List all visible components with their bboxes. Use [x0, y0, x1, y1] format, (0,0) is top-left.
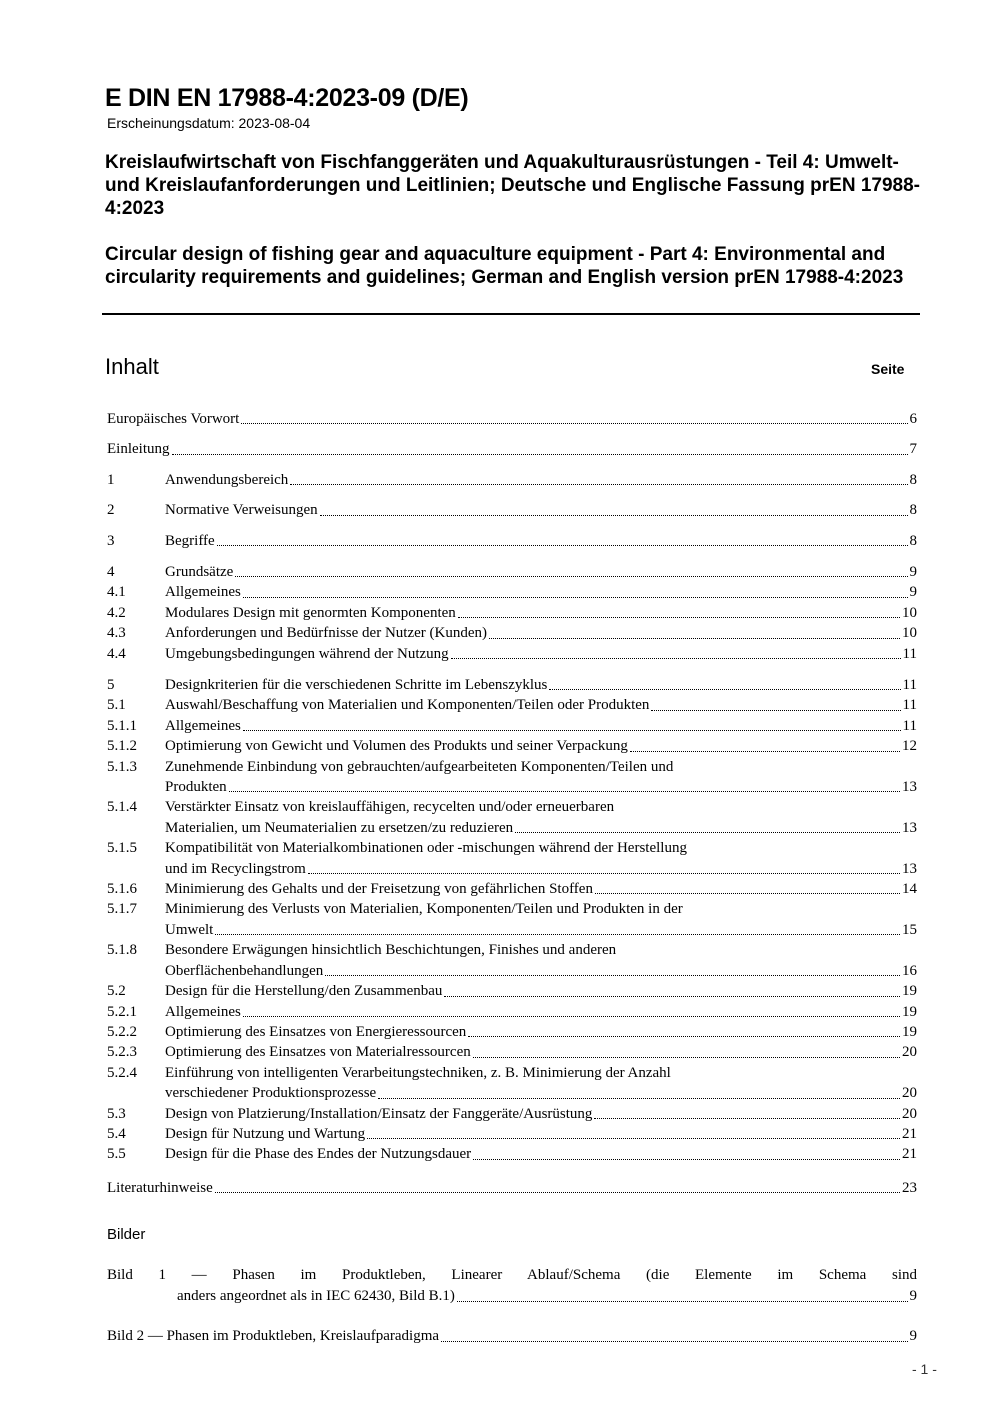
toc-entry-5-2-3[interactable] — [107, 1042, 917, 1062]
toc-entry-title-line: Zunehmende Einbindung von gebrauchten/aufgearbeiteten Komponenten/Teilen und — [165, 758, 674, 775]
toc-entry-5-2[interactable] — [107, 981, 917, 1001]
toc-entry-number: 5.1.1 — [107, 717, 137, 734]
toc-entry-title: Anforderungen und Bedürfnisse der Nutzer (Kunden) — [165, 625, 487, 642]
toc-leader-dots — [325, 975, 900, 976]
toc-entry-number: 4.4 — [107, 645, 126, 662]
toc-entry-page: 19 — [902, 1023, 917, 1040]
toc-entry-title: Grundsätze — [165, 564, 234, 580]
toc-leader-dots — [489, 638, 900, 639]
toc-entry-page: 14 — [902, 881, 917, 898]
toc-entry-page: 20 — [902, 1044, 917, 1061]
toc-entry-number: 5.1 — [107, 697, 126, 714]
toc-entry-title: Umwelt — [165, 921, 214, 938]
toc-entry-number: 5.3 — [107, 1105, 126, 1122]
toc-entry-title-line: Minimierung des Verlusts von Materialien, Komponenten/Teilen und Produkten in der — [165, 901, 683, 918]
toc-entry-page: 19 — [902, 1003, 917, 1020]
toc-entry-page: 7 — [909, 441, 917, 458]
toc-leader-dots — [229, 791, 900, 792]
toc-entry-4-3[interactable] — [107, 623, 917, 643]
figure-entry-1[interactable] — [107, 1265, 917, 1307]
toc-entry-page: 13 — [902, 779, 917, 796]
toc-entry-vorwort[interactable] — [107, 409, 917, 429]
toc-leader-dots — [215, 1192, 900, 1193]
figure-page: 9 — [909, 1288, 917, 1304]
toc-entry-title: Optimierung des Einsatzes von Energieressourcen — [165, 1023, 467, 1040]
toc-entry-title: Normative Verweisungen — [165, 502, 318, 519]
toc-entry-number: 5.5 — [107, 1146, 126, 1163]
toc-leader-dots — [290, 484, 907, 485]
toc-entry-title: Allgemeines — [165, 584, 241, 601]
title-english: Circular design of fishing gear and aquaculture equipment - Part 4: Environmental and circularity requirements and guidelines; German and English version prEN 17988-4:2023 — [105, 244, 904, 288]
toc-leader-dots — [243, 730, 901, 731]
toc-leader-dots — [473, 1159, 900, 1160]
toc-leader-dots — [367, 1138, 900, 1139]
toc-leader-dots — [457, 1301, 908, 1302]
toc-entry-title: Allgemeines — [165, 1003, 241, 1020]
toc-entry-page: 21 — [902, 1125, 917, 1142]
toc-entry-5-1-1[interactable] — [107, 716, 917, 736]
toc-entry-5-1-6[interactable] — [107, 879, 917, 899]
toc-leader-dots — [594, 1118, 900, 1119]
toc-entry-title: Materialien, um Neumaterialien zu ersetzen/zu reduzieren — [165, 819, 514, 836]
toc-leader-dots — [549, 689, 900, 690]
toc-entry-title: Einleitung — [107, 441, 170, 458]
toc-entry-title: Umgebungsbedingungen während der Nutzung — [165, 645, 449, 662]
toc-leader-dots — [444, 996, 900, 997]
toc-entry-title-line: Einführung von intelligenten Verarbeitungstechniken, z. B. Minimierung der Anzahl — [165, 1064, 671, 1081]
toc-entry-number: 5.1.3 — [107, 758, 137, 775]
toc-entry-page: 10 — [902, 625, 917, 642]
toc-entry-einleitung[interactable] — [107, 439, 917, 459]
toc-entry-4-1[interactable] — [107, 582, 917, 602]
toc-leader-dots — [320, 515, 908, 516]
toc-entry-title: Modulares Design mit genormten Komponenten — [165, 604, 456, 621]
toc-entry-5-1[interactable] — [107, 695, 917, 715]
toc-heading: Inhalt — [105, 354, 159, 379]
toc-entry-page: 19 — [902, 983, 917, 1000]
toc-entry-number: 4.3 — [107, 625, 126, 642]
toc-entry-3[interactable] — [107, 531, 917, 551]
toc-leader-dots — [630, 751, 900, 752]
toc-entry-title: Design für Nutzung und Wartung — [165, 1125, 366, 1142]
toc-entry-page: 16 — [902, 962, 917, 979]
toc-entry-title: Minimierung des Gehalts und der Freisetzung von gefährlichen Stoffen — [165, 881, 593, 898]
toc-entry-1[interactable] — [107, 470, 917, 490]
toc-entry-page: 8 — [909, 532, 917, 549]
figure-page: 9 — [909, 1328, 917, 1344]
toc-entry-page: 15 — [902, 921, 917, 938]
toc-entry-number: 5.1.6 — [107, 881, 137, 898]
toc-entry-number: 5.4 — [107, 1125, 126, 1142]
toc-group-section-5 — [107, 675, 917, 1165]
toc-leader-dots — [473, 1057, 900, 1058]
toc-entry-number: 3 — [107, 532, 115, 549]
figure-caption-line: Bild 1 — Phasen im Produktleben, Linearer Ablauf/Schema (die Elemente im Schema sind — [107, 1267, 917, 1283]
toc-leader-dots — [468, 1036, 900, 1037]
toc-entry-page: 20 — [902, 1085, 917, 1102]
toc-entry-number: 4.1 — [107, 584, 126, 601]
toc-entry-number: 5.1.5 — [107, 840, 137, 857]
title-german: Kreislaufwirtschaft von Fischfanggeräten und Aquakulturausrüstungen - Teil 4: Umwelt- und Kreislaufanforderungen und Leitlinien; Deutsche und Englische Fassung prEN 17988-4:2023 — [105, 152, 921, 219]
toc-entry-number: 4 — [107, 564, 115, 580]
publication-date: Erscheinungsdatum: 2023-08-04 — [107, 115, 311, 131]
toc-entry-title-line: Besondere Erwägungen hinsichtlich Beschichtungen, Finishes und anderen — [165, 942, 617, 959]
toc-leader-dots — [451, 658, 901, 659]
toc-entry-number: 1 — [107, 471, 115, 488]
toc-entry-title: Design für die Herstellung/den Zusammenbau — [165, 983, 443, 1000]
title-divider — [102, 313, 920, 315]
toc-entry-4[interactable] — [107, 562, 917, 582]
toc-entry-page: 13 — [902, 860, 917, 877]
toc-leader-dots — [217, 545, 908, 546]
toc-entry-number: 5.1.7 — [107, 901, 137, 918]
toc-entry-title: Design für die Phase des Endes der Nutzungsdauer — [165, 1146, 472, 1163]
toc-entry-page: 9 — [909, 564, 917, 580]
toc-entry-page: 23 — [902, 1180, 917, 1196]
toc-leader-dots — [243, 597, 908, 598]
toc-entry-title: Oberflächenbehandlungen — [165, 962, 324, 979]
toc-entry-title: Designkriterien für die verschiedenen Schritte im Lebenszyklus — [165, 677, 548, 693]
toc-entry-5-2-1[interactable] — [107, 1002, 917, 1022]
toc-entry-literaturhinweise[interactable] — [107, 1178, 917, 1198]
toc-entry-4-2[interactable] — [107, 603, 917, 623]
toc-entry-5-4[interactable] — [107, 1124, 917, 1144]
toc-leader-dots — [651, 710, 900, 711]
toc-entry-page: 11 — [902, 717, 917, 734]
toc-entry-number: 5.1.2 — [107, 738, 137, 755]
toc-entry-page: 21 — [902, 1146, 917, 1163]
toc-group-intro — [107, 409, 917, 551]
toc-entry-title: Produkten — [165, 779, 227, 796]
toc-entry-title-line: Kompatibilität von Materialkombinationen oder -mischungen während der Herstellung — [165, 840, 687, 857]
toc-entry-page: 10 — [902, 604, 917, 621]
toc-leader-dots — [515, 832, 900, 833]
toc-leader-dots — [441, 1341, 907, 1342]
figure-caption-line: Bild 2 — Phasen im Produktleben, Kreislaufparadigma — [107, 1328, 440, 1344]
toc-entry-number: 2 — [107, 502, 115, 519]
toc-page-column-label: Seite — [871, 361, 905, 377]
toc-entry-5-2-2[interactable] — [107, 1022, 917, 1042]
toc-leader-dots — [241, 423, 907, 424]
toc-leader-dots — [172, 454, 908, 455]
figure-entry-2[interactable] — [107, 1326, 917, 1347]
figures-heading: Bilder — [107, 1226, 146, 1243]
toc-entry-title: Begriffe — [165, 532, 215, 549]
toc-entry-page: 11 — [902, 697, 917, 714]
toc-group-bibliography — [107, 1178, 917, 1198]
toc-entry-page: 6 — [909, 411, 917, 427]
toc-entry-number: 5.1.8 — [107, 942, 137, 959]
toc-group-section-4 — [107, 562, 917, 664]
toc-entry-title: verschiedener Produktionsprozesse — [165, 1085, 377, 1102]
toc-entry-5-1-8[interactable] — [107, 940, 917, 981]
toc-entry-title: Optimierung des Einsatzes von Materialressourcen — [165, 1044, 471, 1061]
toc-entry-title: Allgemeines — [165, 717, 241, 734]
toc-entry-page: 8 — [909, 471, 917, 488]
toc-entry-5-1-4[interactable] — [107, 797, 917, 838]
toc-entry-page: 11 — [902, 677, 917, 693]
toc-entry-page: 12 — [902, 738, 917, 755]
toc-leader-dots — [243, 1016, 900, 1017]
toc-entry-title: Optimierung von Gewicht und Volumen des Produkts und seiner Verpackung — [165, 738, 628, 755]
toc-entry-page: 13 — [902, 819, 917, 836]
toc-entry-number: 5.2.2 — [107, 1023, 137, 1040]
toc-entry-page: 11 — [902, 645, 917, 662]
toc-entry-5-1-7[interactable] — [107, 899, 917, 940]
toc-entry-title: Europäisches Vorwort — [107, 411, 240, 427]
toc-entry-number: 4.2 — [107, 604, 126, 621]
toc-entry-2[interactable] — [107, 500, 917, 520]
toc-entry-number: 5.2.3 — [107, 1044, 137, 1061]
toc-entry-number: 5.1.4 — [107, 799, 137, 816]
toc-entry-title: und im Recyclingstrom — [165, 860, 306, 877]
toc-leader-dots — [458, 617, 900, 618]
toc-entry-page: 8 — [909, 502, 917, 519]
toc-entry-title: Design von Platzierung/Installation/Einsatz der Fanggeräte/Ausrüstung — [165, 1105, 593, 1122]
figure-caption-continuation: anders angeordnet als in IEC 62430, Bild B.1) — [177, 1288, 455, 1304]
toc-entry-5-3[interactable] — [107, 1104, 917, 1124]
toc-entry-5[interactable] — [107, 675, 917, 695]
toc-entry-number: 5.2.1 — [107, 1003, 137, 1020]
toc-entry-5-1-5[interactable] — [107, 838, 917, 879]
toc-entry-4-4[interactable] — [107, 644, 917, 664]
toc-entry-5-1-2[interactable] — [107, 736, 917, 756]
toc-entry-number: 5.2 — [107, 983, 126, 1000]
toc-leader-dots — [378, 1098, 900, 1099]
page-number: - 1 - — [912, 1361, 937, 1377]
toc-leader-dots — [235, 576, 907, 577]
toc-leader-dots — [215, 934, 900, 935]
toc-entry-title: Auswahl/Beschaffung von Materialien und Komponenten/Teilen oder Produkten — [165, 697, 650, 714]
toc-entry-number: 5.2.4 — [107, 1064, 137, 1081]
toc-entry-5-5[interactable] — [107, 1144, 917, 1164]
toc-entry-title: Anwendungsbereich — [165, 471, 289, 488]
toc-entry-page: 9 — [909, 584, 917, 601]
toc-entry-title-line: Verstärkter Einsatz von kreislauffähigen, recycelten und/oder erneuerbaren — [165, 799, 615, 816]
toc-leader-dots — [308, 873, 900, 874]
toc-entry-5-1-3[interactable] — [107, 757, 917, 798]
toc-entry-5-2-4[interactable] — [107, 1063, 917, 1104]
toc-entry-title: Literaturhinweise — [107, 1180, 213, 1196]
document-id: E DIN EN 17988-4:2023-09 (D/E) — [105, 84, 469, 112]
toc-entry-number: 5 — [107, 677, 115, 693]
toc-leader-dots — [595, 893, 900, 894]
toc-entry-page: 20 — [902, 1105, 917, 1122]
